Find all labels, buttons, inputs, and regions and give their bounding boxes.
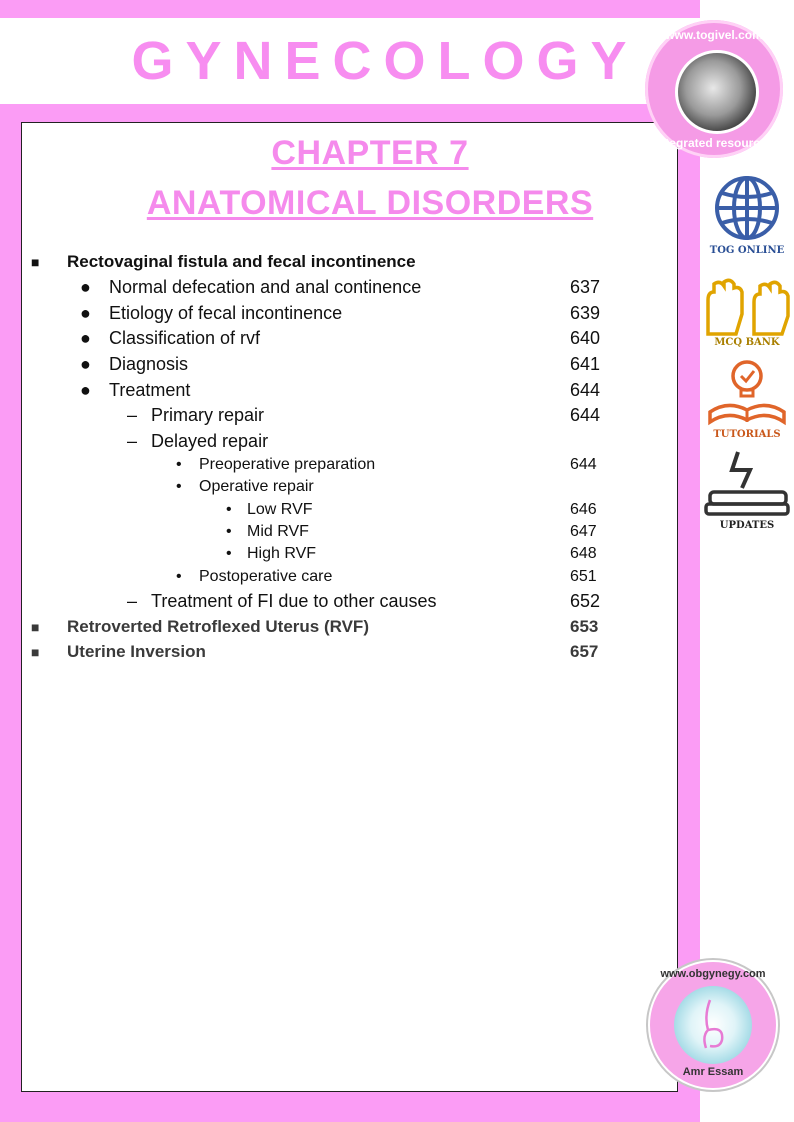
toc-label: Operative repair xyxy=(199,478,314,495)
updates-link[interactable] xyxy=(702,448,792,532)
tog-online-link[interactable] xyxy=(702,172,792,258)
bullet-icon: ● xyxy=(80,354,91,374)
bullet-icon: ● xyxy=(80,303,91,323)
dash-bullet-icon: – xyxy=(127,591,138,611)
toc-entry[interactable] xyxy=(0,405,640,429)
toc-label: Mid RVF xyxy=(247,523,309,540)
togivel-url: www.togivel.com xyxy=(665,28,763,42)
dash-bullet-icon: – xyxy=(127,405,138,425)
toc-label: Retroverted Retroflexed Uterus (RVF) xyxy=(67,617,369,636)
square-bullet-icon: ■ xyxy=(31,644,40,660)
toc-entry[interactable] xyxy=(0,501,640,525)
toc-label: Normal defecation and anal continence xyxy=(109,277,422,297)
togivel-tagline: Integrated resources xyxy=(654,136,774,150)
mcq-bank-link[interactable] xyxy=(702,278,792,348)
togivel-logo[interactable] xyxy=(645,20,783,158)
globe-icon xyxy=(702,172,792,244)
toc-label: Uterine Inversion xyxy=(67,642,206,661)
toc-label: Preoperative preparation xyxy=(199,456,376,473)
bullet-icon: • xyxy=(226,523,232,540)
bullet-icon: • xyxy=(176,478,182,495)
toc-page-number: 637 xyxy=(570,277,601,297)
toc-entry[interactable] xyxy=(0,303,640,327)
bullet-icon: ● xyxy=(80,328,91,348)
bullet-icon: ● xyxy=(80,277,91,297)
tutorials-label: TUTORIALS xyxy=(713,429,781,440)
bullet-icon: • xyxy=(226,545,232,562)
toc-page-number: 657 xyxy=(570,642,599,661)
toc-entry[interactable] xyxy=(0,568,640,592)
chapter-title: ANATOMICAL DISORDERS xyxy=(146,184,594,222)
toc-entry[interactable] xyxy=(0,277,640,301)
bullet-icon: • xyxy=(176,568,182,585)
toc-label: Treatment of FI due to other causes xyxy=(151,591,437,611)
toc-entry[interactable] xyxy=(0,617,640,641)
pregnancy-icon xyxy=(674,986,752,1064)
toc-label: Treatment xyxy=(109,380,191,400)
toc-page-number: 640 xyxy=(570,328,601,348)
toc-entry[interactable] xyxy=(0,431,640,455)
obgynegy-url: www.obgynegy.com xyxy=(660,968,766,980)
toc-label: Diagnosis xyxy=(109,354,189,374)
toc-page-number: 651 xyxy=(570,568,597,585)
toc-label: Classification of rvf xyxy=(109,328,261,348)
obgynegy-logo[interactable] xyxy=(648,960,778,1090)
toc-label: Primary repair xyxy=(151,405,265,425)
updates-icon xyxy=(702,448,792,518)
toc-label: High RVF xyxy=(247,545,317,562)
toc-page-number: 641 xyxy=(570,354,601,374)
bullet-icon: • xyxy=(176,456,182,473)
toc-entry[interactable] xyxy=(0,591,640,615)
toc-entry[interactable] xyxy=(0,642,640,666)
book-title: GYNECOLOGY xyxy=(131,31,639,91)
lightbulb-book-icon xyxy=(702,356,792,428)
toc-page-number: 646 xyxy=(570,501,597,518)
bullet-icon: ● xyxy=(80,380,91,400)
toc-entry[interactable] xyxy=(0,354,640,378)
toc-page-number: 644 xyxy=(570,380,601,400)
toc-label: Delayed repair xyxy=(151,431,269,451)
toc-entry[interactable] xyxy=(0,328,640,352)
toc-label: Rectovaginal fistula and fecal incontinence xyxy=(67,252,416,271)
bullet-icon: • xyxy=(226,501,232,518)
updates-label: UPDATES xyxy=(719,520,775,531)
toc-page-number: 644 xyxy=(570,405,601,425)
toc-label: Postoperative care xyxy=(199,568,333,585)
toc-entry[interactable] xyxy=(0,252,640,276)
toc-entry[interactable] xyxy=(0,545,640,569)
dash-bullet-icon: – xyxy=(127,431,138,451)
square-bullet-icon: ■ xyxy=(31,619,40,635)
tog-online-label: TOG ONLINE xyxy=(709,245,785,256)
toc-entry[interactable] xyxy=(0,380,640,404)
toc-label: Etiology of fecal incontinence xyxy=(109,303,343,323)
tutorials-link[interactable] xyxy=(702,356,792,442)
toc-page-number: 652 xyxy=(570,591,601,611)
toc-page-number: 648 xyxy=(570,545,597,562)
toc-page-number: 653 xyxy=(570,617,599,636)
toc-page-number: 647 xyxy=(570,523,597,540)
toc-page-number: 639 xyxy=(570,303,601,323)
toc-entry[interactable] xyxy=(0,478,640,502)
toc-entry[interactable] xyxy=(0,456,640,480)
toc-label: Low RVF xyxy=(247,501,313,518)
square-bullet-icon: ■ xyxy=(31,254,40,270)
mcq-bank-label: MCQ BANK xyxy=(714,337,780,348)
stethoscope-icon xyxy=(675,50,759,134)
chapter-number: CHAPTER 7 xyxy=(271,134,469,172)
raised-hands-icon xyxy=(702,278,792,336)
obgynegy-author: Amr Essam xyxy=(682,1066,744,1078)
toc-page-number: 644 xyxy=(570,456,597,473)
toc-entry[interactable] xyxy=(0,523,640,547)
